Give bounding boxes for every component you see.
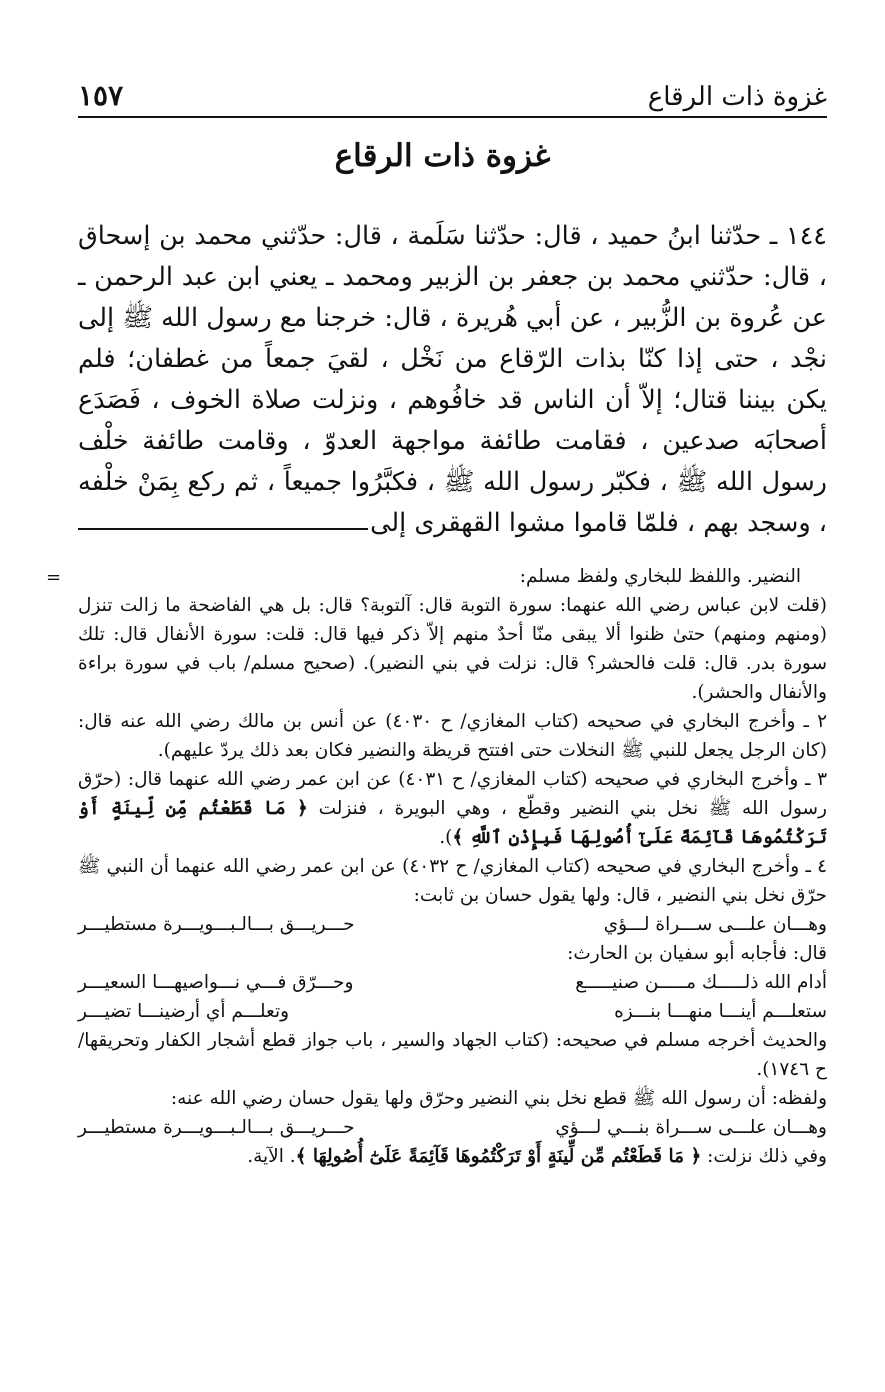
quran-verse: ﴿ مَا قَطَعْتُم مِّن لِّينَةٍ أَوْ تَرَكْتُمُوهَا قَآئِمَةً عَلَىٰٓ أُصُولِهَا ﴾ xyxy=(295,1146,702,1167)
poem-hemistich-second: حـــريـــق بـــالـبـــويـــرة مستطيـــر xyxy=(78,914,355,935)
poem-verse xyxy=(78,1113,827,1142)
footnote-3-end: ). xyxy=(439,827,453,848)
footnote-final-text: وفي ذلك نزلت: xyxy=(701,1146,827,1167)
running-header xyxy=(78,72,827,118)
footnote-paragraph: والحديث أخرجه مسلم في صحيحه: (كتاب الجهاد والسير ، باب جواز قطع أشجار الكفار وتحريقها/ ح ١٧٤٦). xyxy=(78,1030,827,1080)
quran-verse: ﴿ مَا قَطَعْتُم مِّن لِّينَةٍ أَوْ تَرَكْتُمُوهَا قَآئِمَةً عَلَىٰٓ أُصُولِهَا فَبِإِذْنِ ٱللَّهِ ﴾ xyxy=(78,798,827,848)
footnote-paragraph: (قلت لابن عباس رضي الله عنهما: سورة التوبة قال: آلتوبة؟ قال: بل هي الفاضحة ما زالت تنزل (ومنهم ومنهم) حتىٰ ظنوا ألا يبقى منّا أحدٌ منهم إلاّ ذكر فيها قال: قلت: سورة الأنفال قال: تلك سورة بدر. قال: قلت فالحشر؟ قال: نزلت في بني النضير). (صحيح مسلم/ باب في سورة براءة والأنفال والحشر). xyxy=(78,595,827,703)
footnote-paragraph: ولفظه: أن رسول الله ﷺ قطع نخل بني النضير وحرّق ولها يقول حسان رضي الله عنه: xyxy=(170,1088,827,1109)
poem-verse xyxy=(78,910,827,939)
footnote-2: ٢ ـ وأخرج البخاري في صحيحه (كتاب المغازي/ ح ٤٠٣٠) عن أنس بن مالك رضي الله عنه قال: (كان الرجل يجعل للنبي ﷺ النخلات حتى افتتح قريظة والنضير فكان بعد ذلك يردّ عليهم). xyxy=(78,711,828,761)
footnotes xyxy=(78,562,827,1171)
footnote-line xyxy=(78,1142,827,1171)
poem-hemistich-second: وحـــرّق فـــي نـــواصيهـــا السعيـــر xyxy=(78,972,354,993)
footnote-3 xyxy=(78,765,827,852)
poem-verse xyxy=(78,997,827,1026)
poem-hemistich-first: ستعلـــم أينـــا منهـــا بنـــزه xyxy=(614,1001,827,1022)
poem-hemistich-first: أدام الله ذلـــــك مـــــن صنيـــــع xyxy=(575,972,827,993)
footnote-final-end: . الآية. xyxy=(247,1146,296,1167)
page-number: ١٥٧ xyxy=(78,79,124,112)
poem-hemistich-second: حـــريـــق بـــالـبـــويـــرة مستطيـــر xyxy=(78,1117,355,1138)
footnote-divider xyxy=(78,528,368,530)
poem-hemistich-first: وهـــان علـــى ســـراة لـــؤي xyxy=(603,914,827,935)
poem-hemistich-first: وهـــان علـــى ســـراة بنـــي لـــؤي xyxy=(555,1117,827,1138)
poem-hemistich-second: وتعلـــم أي أرضينـــا تضيـــر xyxy=(78,1001,290,1022)
footnote-line: قال: فأجابه أبو سفيان بن الحارث: xyxy=(567,943,827,964)
footnote-continuation-marker: = xyxy=(46,567,62,588)
chapter-title: غزوة ذات الرقاع xyxy=(334,138,551,174)
footnote-4: ٤ ـ وأخرج البخاري في صحيحه (كتاب المغازي/ ح ٤٠٣٢) عن ابن عمر رضي الله عنهما أن النبي ﷺ حرّق نخل بني النضير ، قال: ولها يقول حسان بن ثابت: xyxy=(78,856,828,906)
footnote-3-text: ٣ ـ وأخرج البخاري في صحيحه (كتاب المغازي/ ح ٤٠٣١) عن ابن عمر رضي الله عنهما قال: (حرّق رسول الله ﷺ نخل بني النضير وقطّع ، وهي البويرة ، فنزلت xyxy=(78,769,827,819)
footnote-line: النضير. واللفظ للبخاري ولفظ مسلم: xyxy=(519,566,801,587)
main-paragraph: ١٤٤ ـ حدّثنا ابنُ حميد ، قال: حدّثنا سَلَمة ، قال: حدّثني محمد بن إسحاق ، قال: حدّثني محمد بن جعفر بن الزبير ومحمد ـ يعني ابن عبد الرحمن ـ عن عُروة بن الزُّبير ، عن أبي هُريرة ، قال: خرجنا مع رسول الله ﷺ إلى نجْد ، حتى إذا كنّا بذات الرّقاع من نَخْل ، لقيَ جمعاً من غطفان؛ فلم يكن بيننا قتال؛ إلاّ أن الناس قد خافُوهم ، ونزلت صلاة الخوف ، فَصَدَع أصحابَه صدعين ، فقامت طائفة مواجهة العدوّ ، وقامت طائفة خلْف رسول الله ﷺ ، فكبّر رسول الله ﷺ ، فكبَّرُوا جميعاً ، ثم ركع بِمَنْ خلْفه ، وسجد بهم ، فلمّا قاموا مشوا القهقرى إلى xyxy=(78,221,828,538)
header-title: غزوة ذات الرقاع xyxy=(647,82,827,112)
poem-verse xyxy=(78,968,827,997)
